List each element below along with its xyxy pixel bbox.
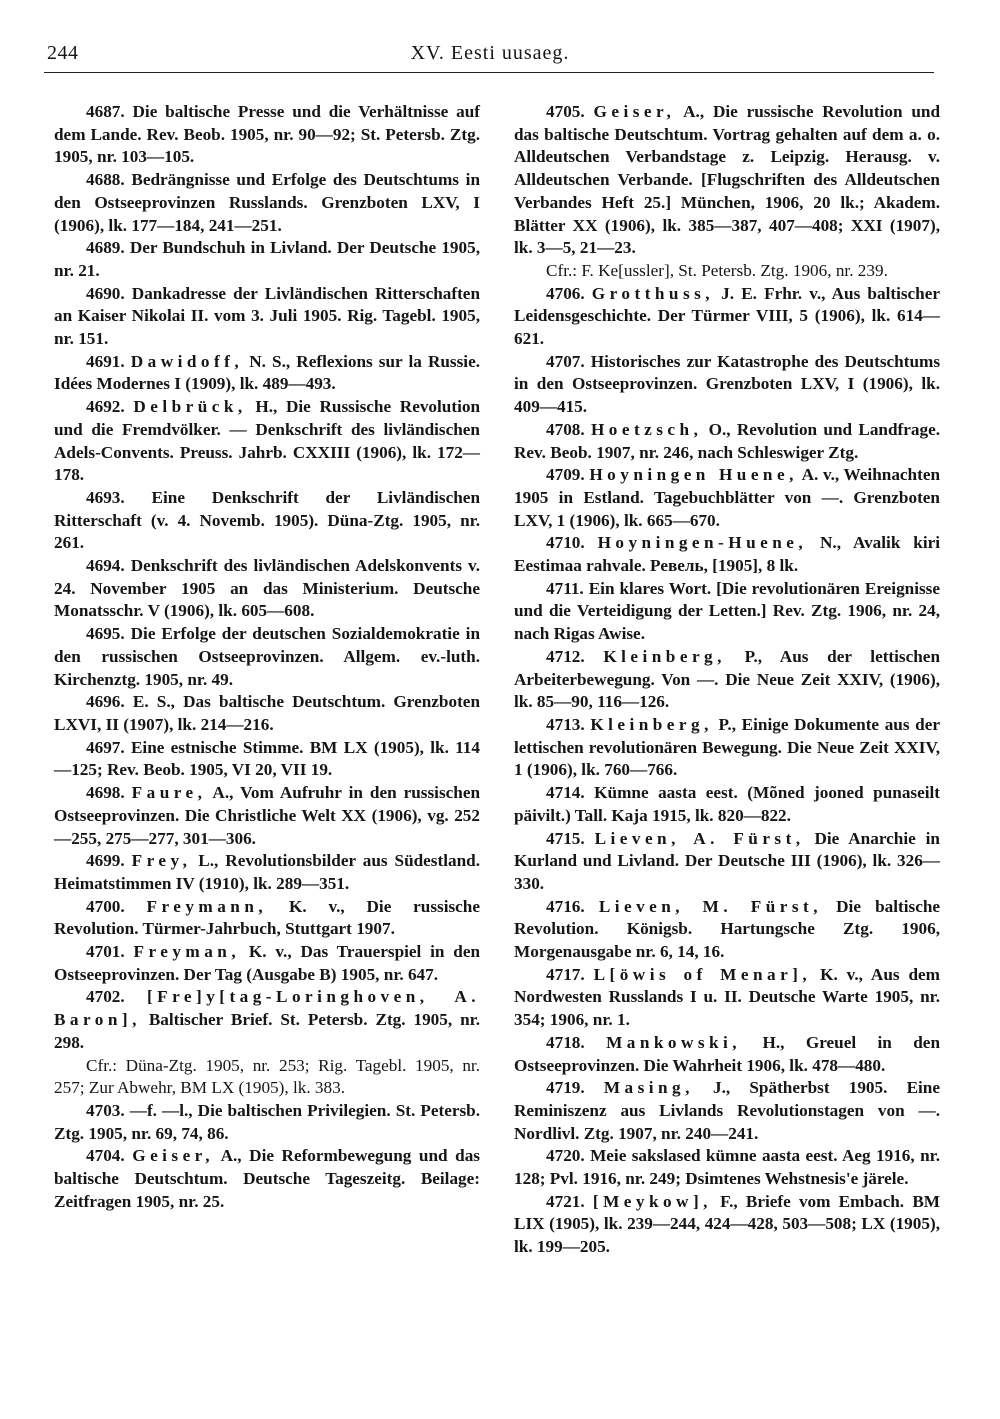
entry-cfr-note: Cfr.: F. Ke[ussler], St. Petersb. Ztg. 1906, nr. 239.	[546, 260, 888, 280]
bibliography-entry	[514, 1032, 940, 1077]
entry-number: 4698.	[86, 783, 125, 803]
entry-text: E. S., Das baltische Deutschtum. Grenzboten LXVI, II (1907), lk. 214—216.	[54, 692, 480, 734]
bibliography-entry	[54, 169, 480, 237]
entry-author: [Fre]y[tag-Loringhoven, A. Baron],	[54, 987, 480, 1030]
entry-text: K. v., Die russische Revolution. Türmer-Jahrbuch, Stuttgart 1907.	[54, 896, 480, 939]
entry-text: L., Revolutionsbilder aus Südestland. Heimatstimmen IV (1910), lk. 289—351.	[54, 851, 481, 893]
entry-author: Delbrück,	[133, 397, 247, 417]
bibliography-entry	[514, 101, 940, 260]
entry-number: 4706.	[546, 283, 585, 303]
entry-number: 4700.	[86, 896, 125, 916]
entry-author: Hoetzsch,	[590, 419, 703, 439]
entry-text: H., Die Russische Revolution und die Fremdvölker. — Denkschrift des livländischen Adels-Convents. Preuss. Jahrb. CXXIII (1906), lk. 172—178.	[54, 397, 481, 485]
entry-text: Die baltische Presse und die Verhältnisse auf dem Lande. Rev. Beob. 1905, nr. 90—92; St. Petersb. Ztg. 1905, nr. 103—105.	[54, 102, 480, 167]
entry-number: 4721.	[546, 1191, 585, 1211]
entry-text: Historisches zur Katastrophe des Deutschtums in den Ostseeprovinzen. Grenzboten LXV, I (1906), lk. 409—415.	[514, 351, 941, 417]
entry-author: Kleinberg,	[590, 714, 713, 734]
entry-number: 4688.	[86, 170, 125, 190]
bibliography-entry	[514, 896, 940, 964]
bibliography-entry	[54, 737, 480, 782]
entry-number: 4696.	[86, 692, 125, 712]
bibliography-entry	[54, 941, 480, 986]
entry-text: Die Anarchie in Kurland und Livland. Der Deutsche III (1906), lk. 326—330.	[514, 828, 940, 893]
bibliography-entry	[54, 1100, 480, 1145]
right-column	[514, 101, 940, 1259]
entry-text: K. v., Das Trauerspiel in den Ostseeprovinzen. Der Tag (Ausgabe B) 1905, nr. 647.	[54, 942, 481, 984]
entry-number: 4714.	[546, 783, 585, 803]
bibliography-entry	[514, 578, 940, 646]
entry-number: 4692.	[86, 397, 125, 417]
left-column	[54, 101, 480, 1213]
entry-number: 4693.	[86, 487, 125, 507]
bibliography-entry	[514, 782, 940, 827]
entry-number: 4705.	[546, 102, 585, 121]
entry-text: Die baltische Revolution. Königsb. Hartungsche Ztg. 1906, Morgenausgabe nr. 6, 14, 16.	[514, 896, 941, 962]
bibliography-entry	[514, 646, 940, 714]
entry-number: 4713.	[546, 714, 585, 734]
entry-text: Meie sakslased kümne aasta eest. Aeg 1916, nr. 128; Pvl. 1916, nr. 249; Dsimtenes Wehstnesis'e järele.	[514, 1146, 940, 1189]
entry-number: 4699.	[86, 851, 125, 871]
entry-text: Kümne aasta eest. (Mõned jooned punaseilt päivilt.) Tall. Kaja 1915, lk. 820—822.	[514, 783, 941, 825]
entry-number: 4717.	[546, 964, 585, 984]
entry-author: Hoyningen Huene,	[589, 465, 798, 485]
entry-cfr-note: Cfr.: Düna-Ztg. 1905, nr. 253; Rig. Tagebl. 1905, nr. 257; Zur Abwehr, BM LX (1905), lk. 383.	[54, 1055, 480, 1098]
bibliography-entry	[514, 828, 940, 896]
entry-number: 4718.	[546, 1032, 585, 1052]
entry-text: Dankadresse der Livländischen Ritterschaften an Kaiser Nikolai II. vom 3. Juli 1905. Rig. Tagebl. 1905, nr. 151.	[54, 283, 480, 349]
entry-text: Die Erfolge der deutschen Sozialdemokratie in den russischen Ostseeprovinzen. Allgem. ev.-luth. Kirchenztg. 1905, nr. 49.	[54, 624, 481, 689]
entry-text: A., Die Reformbewegung und das baltische Deutschtum. Deutsche Tageszeitg. Beilage: Zeitfragen 1905, nr. 25.	[54, 1146, 480, 1211]
entry-number: 4687.	[86, 102, 125, 121]
entry-number: 4703.	[86, 1100, 125, 1120]
bibliography-entry	[54, 101, 480, 169]
running-head: XV. Eesti uusaeg.	[410, 42, 570, 64]
entry-author: [Meykow],	[592, 1191, 712, 1211]
entry-author: Lieven, M. Fürst,	[598, 896, 822, 916]
entry-author: Faure,	[131, 783, 207, 803]
entry-number: 4704.	[86, 1146, 125, 1166]
entry-text: Der Bundschuh in Livland. Der Deutsche 1905, nr. 21.	[54, 238, 481, 280]
entry-number: 4708.	[546, 419, 585, 439]
entry-number: 4715.	[546, 828, 585, 848]
entry-text: J. E. Frhr. v., Aus baltischer Leidensgeschichte. Der Türmer VIII, 5 (1906), lk. 614—621.	[514, 283, 940, 349]
entry-number: 4712.	[546, 646, 585, 666]
entry-text: P., Einige Dokumente aus der lettischen revolutionären Bewegung. Die Neue Zeit XXIV, 1 (1906), lk. 760—766.	[514, 714, 940, 780]
bibliography-entry	[54, 896, 480, 941]
entry-text: H., Greuel in den Ostseeprovinzen. Die Wahrheit 1906, lk. 478—480.	[514, 1032, 940, 1075]
entry-text: —f. —l., Die baltischen Privilegien. St. Petersb. Ztg. 1905, nr. 69, 74, 86.	[54, 1100, 480, 1143]
entry-text: J., Spätherbst 1905. Eine Reminiszenz aus Livlands Revolutionstagen von —. Nordlivl. Ztg. 1907, nr. 240—241.	[514, 1078, 940, 1143]
bibliography-entry	[514, 964, 940, 1032]
bibliography-entry	[514, 1077, 940, 1145]
bibliography-entry	[54, 986, 480, 1054]
bibliography-entry	[54, 1145, 480, 1213]
entry-author: Geiser,	[593, 102, 676, 121]
page-header	[47, 42, 933, 72]
entry-number: 4689.	[86, 238, 125, 258]
entry-number: 4690.	[86, 283, 125, 303]
entry-author: Geiser,	[132, 1146, 214, 1166]
entry-number: 4695.	[86, 624, 125, 644]
bibliography-entry	[54, 691, 480, 736]
entry-text: Eine Denkschrift der Livländischen Ritterschaft (v. 4. Novemb. 1905). Düna-Ztg. 1905, nr. 261.	[54, 487, 480, 553]
entry-author: Kleinberg,	[603, 646, 726, 666]
entry-number: 4697.	[86, 737, 125, 757]
entry-text: F., Briefe vom Embach. BM LIX (1905), lk. 239—244, 424—428, 503—508; LX (1905), lk. 199—205.	[514, 1191, 941, 1257]
entry-text: A. v., Weihnachten 1905 in Estland. Tagebuchblätter von —. Grenzboten LXV, 1 (1906), lk. 665—670.	[514, 465, 941, 530]
bibliography-entry	[54, 850, 480, 895]
entry-author: Grotthuss,	[591, 283, 715, 303]
entry-text: A., Die russische Revolution und das baltische Deutschtum. Vortrag gehalten auf dem a. o. Alldeutschen Verbandstage z. Leipzig. Herausg. v. Alldeutschen Verbande. [Flugschriften des Alldeutschen Verbandes Heft 25.] München, 1906, 20 lk.; Akadem. Blätter XX (1906), lk. 385—387, 407—408; XXI (1907), lk. 3—5, 21—23.	[514, 102, 941, 258]
entry-author: Lieven, A. Fürst,	[594, 828, 805, 848]
entry-text: Bedrängnisse und Erfolge des Deutschtums in den Ostseeprovinzen Russlands. Grenzboten LXV, I (1906), lk. 177—184, 241—251.	[54, 170, 481, 235]
bibliography-entry	[54, 487, 480, 555]
bibliography-entry	[514, 1145, 940, 1190]
bibliography-entry	[514, 714, 940, 782]
entry-number: 4720.	[546, 1146, 585, 1166]
entry-text: O., Revolution und Landfrage. Rev. Beob. 1907, nr. 246, nach Schleswiger Ztg.	[514, 419, 941, 462]
entry-author: Freymann,	[146, 896, 268, 916]
entry-number: 4691.	[86, 351, 125, 371]
entry-author: Hoyningen-Huene,	[597, 533, 808, 553]
entry-author: L[öwis of Menar],	[593, 964, 812, 984]
bibliography-entry	[514, 532, 940, 577]
entry-text: P., Aus der lettischen Arbeiterbewegung. Von —. Die Neue Zeit XXIV, (1906), lk. 85—90, 116—126.	[514, 646, 940, 712]
page-number: 244	[47, 42, 79, 64]
entry-text: N. S., Reflexions sur la Russie. Idées Modernes I (1909), lk. 489—493.	[54, 351, 480, 394]
entry-number: 4694.	[86, 556, 125, 576]
entry-author: Frey,	[131, 851, 192, 871]
entry-author: Dawidoff,	[130, 351, 244, 371]
entry-number: 4707.	[546, 351, 585, 371]
bibliography-entry	[54, 623, 480, 691]
entry-number: 4702.	[86, 987, 125, 1007]
bibliography-entry	[514, 1191, 940, 1259]
header-rule	[44, 72, 934, 73]
bibliography-entry	[54, 555, 480, 623]
entry-number: 4719.	[546, 1078, 585, 1098]
entry-text: Eine estnische Stimme. BM LX (1905), lk. 114—125; Rev. Beob. 1905, VI 20, VII 19.	[54, 737, 480, 780]
bibliography-entry	[514, 283, 940, 351]
entry-text: Baltischer Brief. St. Petersb. Ztg. 1905, nr. 298.	[54, 1010, 481, 1052]
entry-text: Denkschrift des livländischen Adelskonvents v. 24. November 1905 an das Ministerium. Deutsche Monatsschr. V (1906), lk. 605—608.	[54, 556, 480, 621]
entry-text: N., Avalik kiri Eestimaa rahvale. Ревель, [1905], 8 lk.	[514, 533, 941, 576]
entry-number: 4709.	[546, 465, 585, 485]
entry-number: 4710.	[546, 533, 585, 553]
bibliography-entry	[54, 396, 480, 487]
entry-text: K. v., Aus dem Nordwesten Russlands I u. II. Deutsche Warte 1905, nr. 354; 1906, nr. 1.	[514, 964, 941, 1030]
entry-author: Mankowski,	[606, 1032, 742, 1052]
entry-text: A., Vom Aufruhr in den russischen Ostseeprovinzen. Die Christliche Welt XX (1906), vg. 252—255, 275—277, 301—306.	[54, 783, 481, 848]
entry-author: Masing,	[603, 1078, 694, 1098]
bibliography-entry	[514, 351, 940, 419]
entry-number: 4701.	[86, 942, 125, 962]
bibliography-entry	[514, 419, 940, 464]
entry-number: 4711.	[546, 578, 584, 598]
bibliography-entry	[54, 237, 480, 282]
entry-text: Ein klares Wort. [Die revolutionären Ereignisse und die Verteidigung der Letten.] Rev. Ztg. 1906, nr. 24, nach Rigas Awise.	[514, 578, 940, 644]
entry-number: 4716.	[546, 896, 585, 916]
bibliography-entry	[54, 782, 480, 850]
bibliography-entry	[54, 283, 480, 351]
bibliography-entry	[514, 464, 940, 532]
entry-author: Freyman,	[133, 942, 241, 962]
bibliography-entry	[54, 351, 480, 396]
